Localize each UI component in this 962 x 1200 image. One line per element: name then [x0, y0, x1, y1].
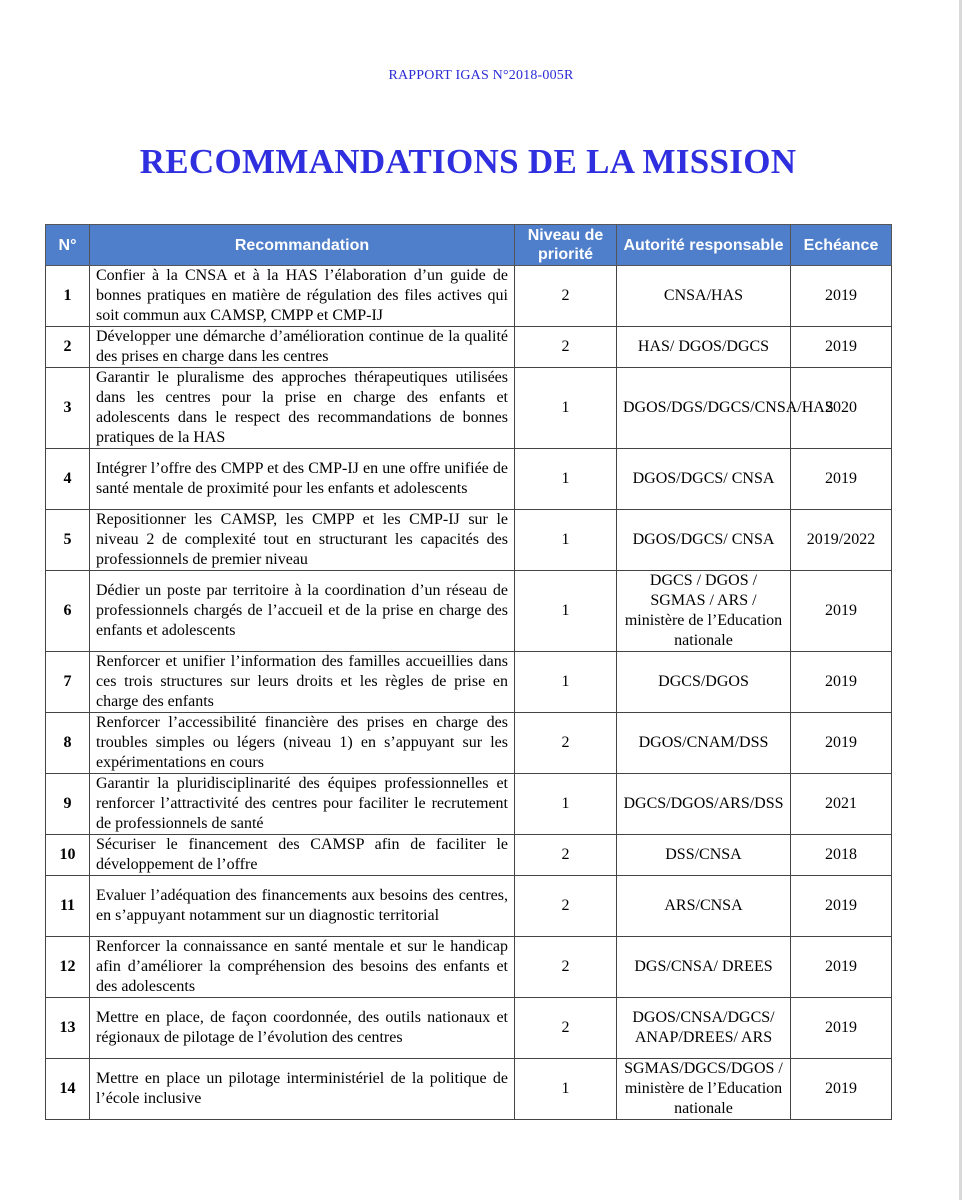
- responsible-authority: ARS/CNSA: [617, 876, 791, 937]
- table-row: [46, 835, 892, 876]
- responsible-authority: DGOS/DGCS/ CNSA: [617, 510, 791, 571]
- priority-level: 2: [515, 835, 617, 876]
- deadline: 2019/2022: [791, 510, 892, 571]
- table-row: [46, 652, 892, 713]
- row-number: 1: [46, 266, 90, 327]
- table-row: [46, 327, 892, 368]
- priority-level: 2: [515, 327, 617, 368]
- table-row: [46, 1059, 892, 1120]
- row-number: 2: [46, 327, 90, 368]
- row-number: 4: [46, 449, 90, 510]
- responsible-authority: DGCS/DGOS: [617, 652, 791, 713]
- table-row: [46, 937, 892, 998]
- table-header-row: [46, 225, 892, 266]
- recommendation-text: Mettre en place, de façon coordonnée, des outils nationaux et régionaux de pilotage de l’évolution des centres: [90, 998, 515, 1059]
- responsible-authority: DGCS / DGOS / SGMAS / ARS / ministère de l’Education nationale: [617, 571, 791, 652]
- responsible-authority: DSS/CNSA: [617, 835, 791, 876]
- responsible-authority: DGOS/DGS/DGCS/CNSA/HAS: [617, 368, 791, 449]
- deadline: 2019: [791, 327, 892, 368]
- priority-level: 1: [515, 449, 617, 510]
- column-header-priority: Niveau de priorité: [515, 225, 617, 266]
- deadline: 2019: [791, 449, 892, 510]
- table-row: [46, 266, 892, 327]
- deadline: 2019: [791, 266, 892, 327]
- deadline: 2018: [791, 835, 892, 876]
- responsible-authority: DGOS/CNSA/DGCS/ ANAP/DREES/ ARS: [617, 998, 791, 1059]
- priority-level: 1: [515, 774, 617, 835]
- recommendations-table: [45, 224, 892, 1120]
- deadline: 2019: [791, 998, 892, 1059]
- column-header-num: N°: [46, 225, 90, 266]
- recommendation-text: Sécuriser le financement des CAMSP afin de faciliter le développement de l’offre: [90, 835, 515, 876]
- recommendation-text: Garantir le pluralisme des approches thérapeutiques utilisées dans les centres pour la prise en charge des enfants et adolescents dans le respect des recommandations de bonnes pratiques de la HAS: [90, 368, 515, 449]
- responsible-authority: DGOS/CNAM/DSS: [617, 713, 791, 774]
- recommendation-text: Garantir la pluridisciplinarité des équipes professionnelles et renforcer l’attractivité des centres pour faciliter le recrutement de professionnels de santé: [90, 774, 515, 835]
- deadline: 2019: [791, 1059, 892, 1120]
- deadline: 2019: [791, 571, 892, 652]
- priority-level: 2: [515, 713, 617, 774]
- table-row: [46, 368, 892, 449]
- recommendation-text: Mettre en place un pilotage interministériel de la politique de l’école inclusive: [90, 1059, 515, 1120]
- report-id-header: RAPPORT IGAS N°2018-005R: [388, 68, 574, 83]
- priority-level: 2: [515, 998, 617, 1059]
- deadline: 2019: [791, 876, 892, 937]
- row-number: 9: [46, 774, 90, 835]
- row-number: 5: [46, 510, 90, 571]
- priority-level: 1: [515, 368, 617, 449]
- responsible-authority: DGCS/DGOS/ARS/DSS: [617, 774, 791, 835]
- priority-level: 2: [515, 266, 617, 327]
- row-number: 3: [46, 368, 90, 449]
- table-row: [46, 510, 892, 571]
- priority-level: 2: [515, 937, 617, 998]
- recommendation-text: Renforcer la connaissance en santé mentale et sur le handicap afin d’améliorer la compréhension des besoins des enfants et des adolescents: [90, 937, 515, 998]
- priority-level: 2: [515, 876, 617, 937]
- recommendation-text: Dédier un poste par territoire à la coordination d’un réseau de professionnels chargés de l’accueil et de la prise en charge des enfants et adolescents: [90, 571, 515, 652]
- table-row: [46, 713, 892, 774]
- table-row: [46, 774, 892, 835]
- recommendation-text: Repositionner les CAMSP, les CMPP et les CMP-IJ sur le niveau 2 de complexité tout en structurant les capacités des professionnels de premier niveau: [90, 510, 515, 571]
- row-number: 8: [46, 713, 90, 774]
- responsible-authority: HAS/ DGOS/DGCS: [617, 327, 791, 368]
- row-number: 13: [46, 998, 90, 1059]
- deadline: 2019: [791, 652, 892, 713]
- table-row: [46, 571, 892, 652]
- recommendation-text: Confier à la CNSA et à la HAS l’élaboration d’un guide de bonnes pratiques en matière de régulation des files actives qui soit commun aux CAMSP, CMPP et CMP-IJ: [90, 266, 515, 327]
- responsible-authority: CNSA/HAS: [617, 266, 791, 327]
- priority-level: 1: [515, 652, 617, 713]
- responsible-authority: DGS/CNSA/ DREES: [617, 937, 791, 998]
- row-number: 6: [46, 571, 90, 652]
- row-number: 7: [46, 652, 90, 713]
- page-title: RECOMMANDATIONS DE LA MISSION: [139, 142, 797, 181]
- row-number: 10: [46, 835, 90, 876]
- recommendation-text: Intégrer l’offre des CMPP et des CMP-IJ en une offre unifiée de santé mentale de proximité pour les enfants et adolescents: [90, 449, 515, 510]
- column-header-recommendation: Recommandation: [90, 225, 515, 266]
- deadline: 2019: [791, 937, 892, 998]
- recommendation-text: Renforcer et unifier l’information des familles accueillies dans ces trois structures sur leurs droits et les règles de prise en charge des enfants: [90, 652, 515, 713]
- responsible-authority: DGOS/DGCS/ CNSA: [617, 449, 791, 510]
- recommendation-text: Evaluer l’adéquation des financements aux besoins des centres, en s’appuyant notamment sur un diagnostic territorial: [90, 876, 515, 937]
- row-number: 12: [46, 937, 90, 998]
- recommendation-text: Renforcer l’accessibilité financière des prises en charge des troubles simples ou légers (niveau 1) en s’appuyant sur les expérimentations en cours: [90, 713, 515, 774]
- table-row: [46, 998, 892, 1059]
- table-row: [46, 876, 892, 937]
- priority-level: 1: [515, 571, 617, 652]
- recommendation-text: Développer une démarche d’amélioration continue de la qualité des prises en charge dans les centres: [90, 327, 515, 368]
- row-number: 14: [46, 1059, 90, 1120]
- deadline: 2020: [791, 368, 892, 449]
- deadline: 2019: [791, 713, 892, 774]
- priority-level: 1: [515, 510, 617, 571]
- deadline: 2021: [791, 774, 892, 835]
- column-header-authority: Autorité responsable: [617, 225, 791, 266]
- column-header-deadline: Echéance: [791, 225, 892, 266]
- priority-level: 1: [515, 1059, 617, 1120]
- table-row: [46, 449, 892, 510]
- row-number: 11: [46, 876, 90, 937]
- responsible-authority: SGMAS/DGCS/DGOS / ministère de l’Education nationale: [617, 1059, 791, 1120]
